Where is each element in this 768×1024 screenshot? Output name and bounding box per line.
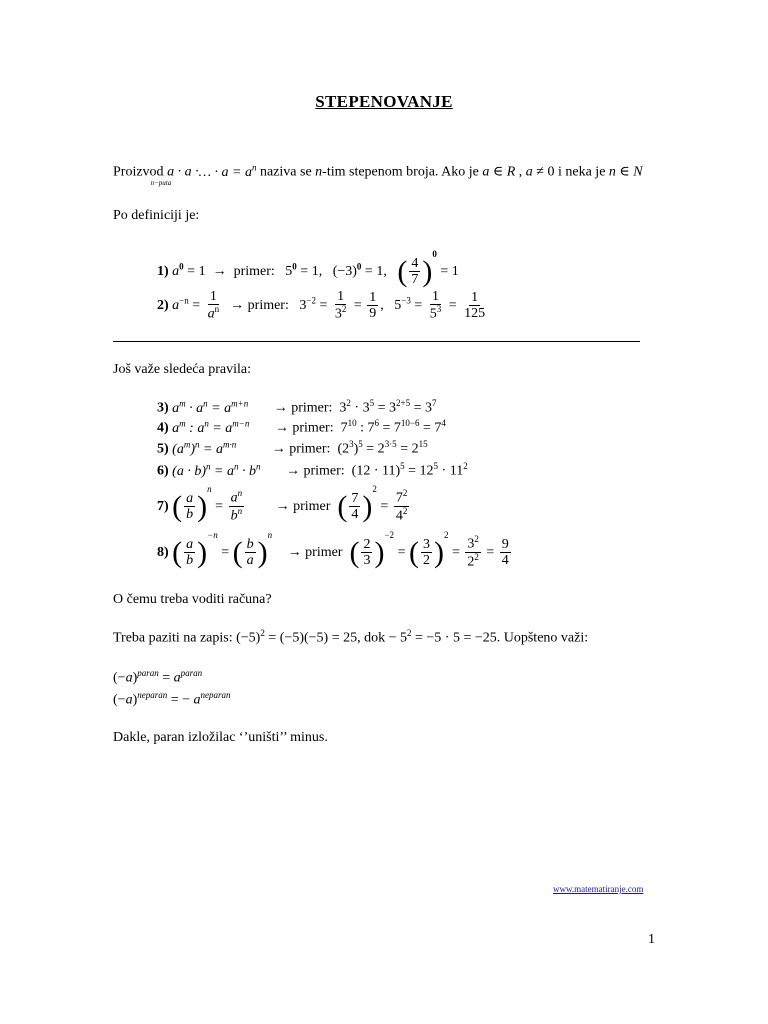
even-rule: $(-a)^{paran} = a^{paran}$ xyxy=(113,668,203,686)
page-number: 1 xyxy=(648,932,655,947)
rule-8: 8) ( $\frac{a}{b}$ )$^{-n}$ = ( $\frac{b}{a}$ )$^n$ → primer ( $\frac{2}{3}$ )$^{-2}$ = ( $\frac{3}{2}$ )$^2$ = $\frac{3^2}{2^2}$ = $\frac{9}{4}$ xyxy=(157,530,509,570)
odd-rule: $(-a)^{neparan}$ = − $a^{neparan}$ xyxy=(113,690,231,708)
intro-sentence: Proizvod a · a ·… n−puta · $a = a^n$ naziva se n-tim stepenom broja. Ako je a ∈ R , a ≠ 0 i neka je n ∈ N xyxy=(113,162,643,187)
question: O čemu treba voditi računa? xyxy=(113,592,272,607)
definition-2: 2) $a^{-n}$ = $\frac{1}{a^n}$ → primer: $3^{-2}$ = $\frac{1}{3^2}$ = $\frac{1}{9}$ , $5^{-3}$ = $\frac{1}{5^3}$ = $\frac{1}{125}$ xyxy=(157,289,486,323)
definition-label: Po definiciji je: xyxy=(113,208,200,223)
rules-label: Još važe sledeća pravila: xyxy=(113,362,251,377)
rule-7: 7) ( $\frac{a}{b}$ )$^n$ = $\frac{a^n}{b^n}$ → primer ( $\frac{7}{4}$ )$^2$ = $\frac{7^2}{4^2}$ xyxy=(157,484,408,524)
footer-link[interactable]: www.matematiranje.com xyxy=(553,884,644,894)
rule-3: 3) $a^m \cdot a^n = a^{m+n}$ → primer: $3^2 \cdot 3^5 = 3^{2+5} = 3^7$ xyxy=(157,398,437,416)
rule-6: 6) $(a \cdot b)^n = a^n \cdot b^n$ → primer: $(12 \cdot 11)^5 = 12^5 \cdot 11^2$ xyxy=(157,461,468,479)
divider xyxy=(113,341,640,342)
page-title: STEPENOVANJE xyxy=(315,92,453,111)
note-line: Treba paziti na zapis: $(-5)^2 = (-5)(-5) = 25$, dok − $5^2 = -5 \cdot 5 = -25$. Uopšteno važi: xyxy=(113,628,589,646)
conclusion: Dakle, paran izložilac ‘’uništi’’ minus. xyxy=(113,730,328,745)
definition-1: 1) $a^0 = 1$ → primer: $5^0 = 1$, $(-3)^0 = 1$, ( $\frac{4}{7}$ )$^0$ = 1 xyxy=(157,249,459,288)
rule-5: 5) $(a^m)^n = a^{m\cdot n}$ → primer: $(2^3)^5 = 2^{3\cdot 5} = 2^{15}$ xyxy=(157,439,428,457)
underbrace-label: n−puta xyxy=(150,178,172,187)
rule-4: 4) $a^m$ : $a^n = a^{m-n}$ → primer: $7^{10}$ : $7^6 = 7^{10-6} = 7^4$ xyxy=(157,418,446,436)
